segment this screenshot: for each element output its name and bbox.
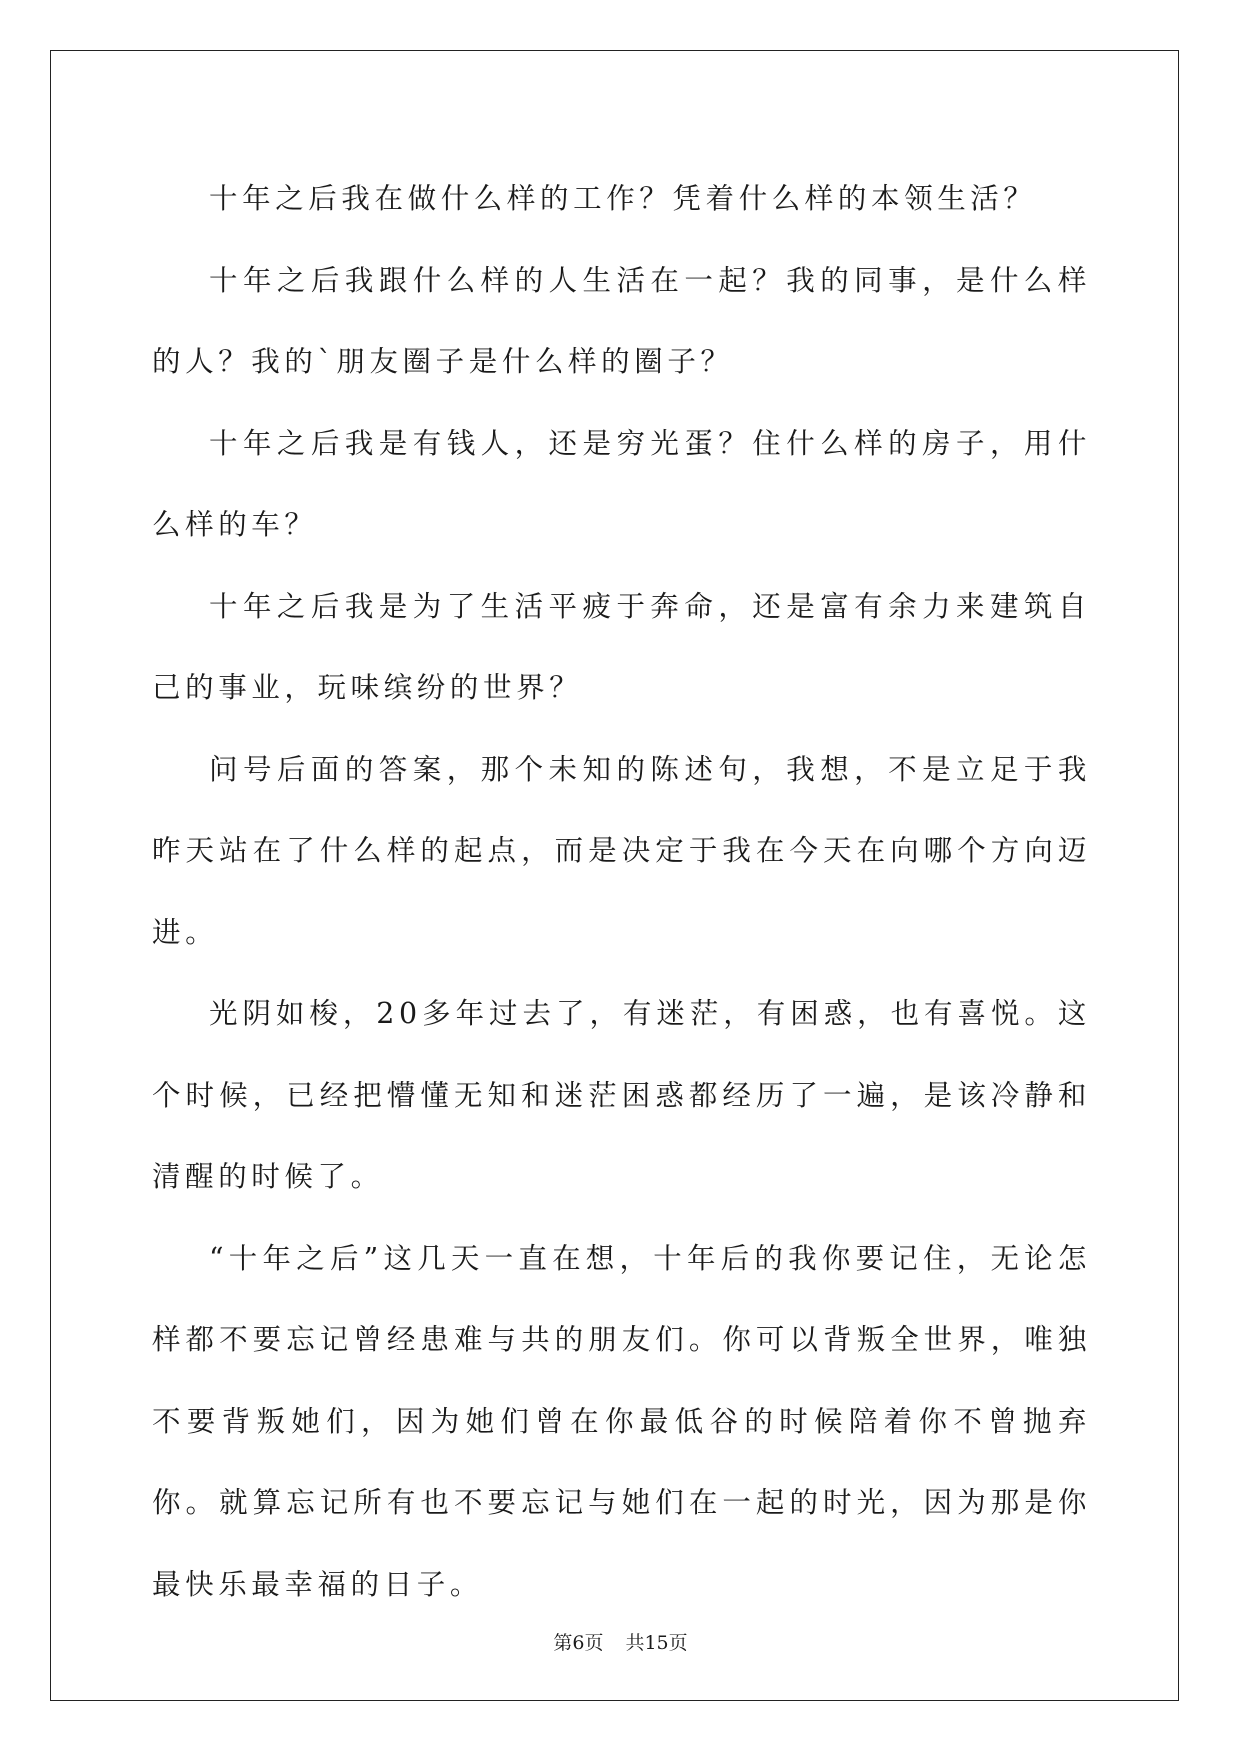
page-total: 共15页 bbox=[625, 1632, 688, 1654]
paragraph-1: 十年之后我在做什么样的工作？凭着什么样的本领生活？ bbox=[209, 182, 1037, 215]
document-body bbox=[152, 158, 1091, 1625]
paragraph-3: 十年之后我是有钱人，还是穷光蛋？住什么样的房子，用什么样的车？ bbox=[152, 426, 1091, 541]
paragraph-2: 十年之后我跟什么样的人生活在一起？我的同事，是什么样的人？我的`朋友圈子是什么样的圈子？ bbox=[152, 263, 1091, 378]
paragraph-5: 问号后面的答案，那个未知的陈述句，我想，不是立足于我昨天站在了什么样的起点，而是决定于我在今天在向哪个方向迈进。 bbox=[152, 752, 1091, 949]
paragraph-7: “十年之后”这几天一直在想，十年后的我你要记住，无论怎样都不要忘记曾经患难与共的朋友们。你可以背叛全世界，唯独不要背叛她们，因为她们曾在你最低谷的时候陪着你不曾抛弃你。就算忘记所有也不要忘记与她们在一起的时光，因为那是你最快乐最幸福的日子。 bbox=[152, 1241, 1091, 1601]
page-number: 第6页 bbox=[553, 1632, 604, 1654]
paragraph-4: 十年之后我是为了生活平疲于奔命，还是富有余力来建筑自己的事业，玩味缤纷的世界？ bbox=[152, 589, 1091, 704]
page-footer bbox=[0, 1628, 1241, 1655]
paragraph-6: 光阴如梭，20多年过去了，有迷茫，有困惑，也有喜悦。这个时候，已经把懵懂无知和迷茫困惑都经历了一遍，是该冷静和清醒的时候了。 bbox=[152, 997, 1091, 1193]
